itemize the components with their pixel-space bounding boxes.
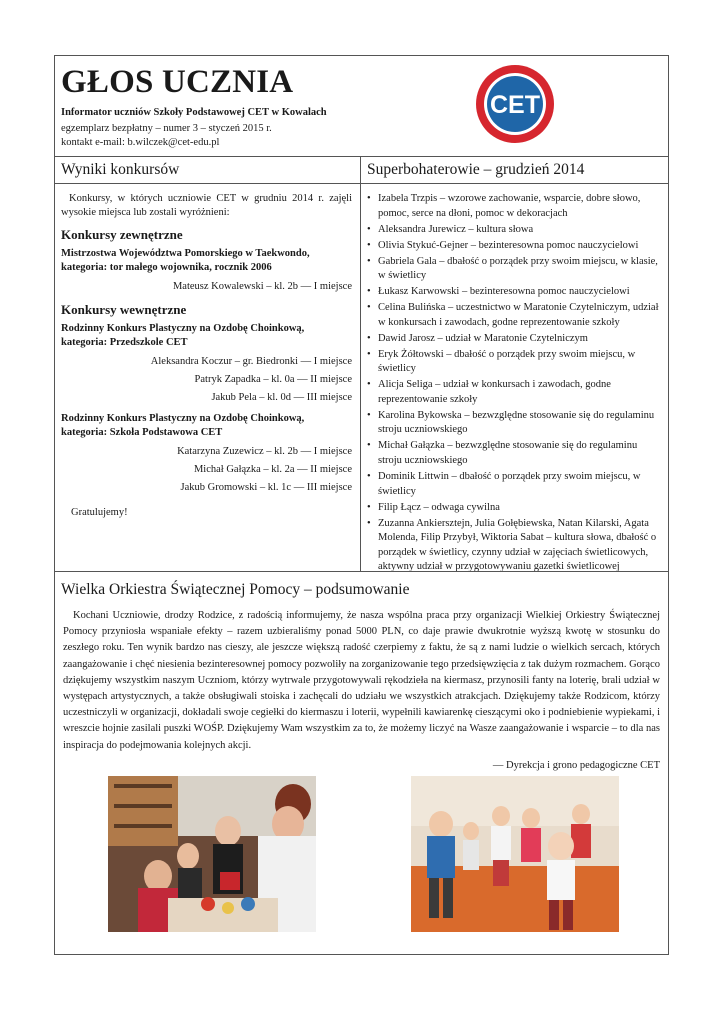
list-item-text: Eryk Żółtowski – dbałość o porządek przy swoim miejscu, w świetlicy	[378, 348, 636, 375]
bullet-icon: •	[367, 286, 371, 298]
contests-intro: Konkursy, w których uczniowie CET w grudniu 2014 r. zajęli wysokie miejsca lub zostali wyróżnieni:	[61, 193, 352, 218]
list-item	[361, 409, 660, 438]
bullet-icon: •	[367, 332, 371, 344]
result-row: Mateusz Kowalewski – kl. 2b — I miejsce	[172, 281, 352, 292]
result-row: Patryk Zapadka – kl. 0a — II miejsce	[194, 374, 352, 385]
wosp-signature: — Dyrekcja i grono pedagogiczne CET	[492, 759, 660, 771]
superheroes-heading: Superbohaterowie – grudzień 2014	[361, 156, 668, 184]
list-item-text: Dominik Littwin – dbałość o porządek przy swoim miejscu, w świetlicy	[378, 470, 641, 497]
bullet-icon: •	[367, 470, 371, 482]
list-item-text: Karolina Bykowska – bezwzględne stosowanie się do regulaminu stroju uczniowskiego	[378, 409, 655, 436]
masthead	[55, 56, 668, 157]
list-item-text: Filip Łącz – odwaga cywilna	[378, 501, 500, 513]
list-item-text: Alicja Seliga – udział w konkursach i zawodach, godne reprezentowanie szkoły	[378, 379, 611, 405]
result-row: Katarzyna Zuzewicz – kl. 2b — I miejsce	[177, 446, 352, 457]
wosp-body: Kochani Uczniowie, drodzy Rodzice, z radością informujemy, że nasza wspólna praca przy organizacji Wielkiej Orkiestry Świątecznej Pomocy przyniosła wspaniałe efekty – razem uzbieraliśmy ponad 5000 PLN, co daje prawie dwukrotnie wyższą kwotę w stosunku do zeszłego roku. Ten wynik bardzo nas cieszy, ale jeszcze większą radość czerpiemy z faktu, że są z nami ludzie o wielkich sercach, których zaangażowanie i chęć niesienia bezinteresownej pomocy pozwoliły na zorganizowanie tego przedsięwzięcia z tak dużym rozmachem. Gorąco dziękujemy wszystkim naszym Uczniom, którzy wytrwale przygotowywali rękodzieła na kiermasz, przynosili fanty na loterię, brali udział w występach artystycznych, a także obsługiwali stoiska i zachęcali do udziału we wszystkich atrakcjach. Dziękujemy także Rodzicom, którzy uczestniczyli w organizacji, dokładali swoje cegiełki do kiermaszu i loterii, wypełnili kawiarenkę cieszącymi oko i podniebienie wypiekami, i wreszcie hojnie zasilali puszki WOŚP. Dziękujemy Wam wszystkim za to, że możemy liczyć na Wasze zaangażowanie i wsparcie – to dla nas inspiracja do podejmowania kolejnych akcji.	[63, 610, 660, 751]
list-item-text: Gabriela Gala – dbałość o porządek przy swoim miejscu, w klasie, w świetlicy	[378, 255, 658, 282]
list-item	[361, 285, 660, 300]
bullet-icon: •	[367, 379, 371, 391]
bullet-icon: •	[367, 409, 371, 421]
list-item	[361, 255, 660, 284]
fair-photo	[108, 776, 316, 932]
list-item	[361, 348, 660, 377]
list-item-text: Michał Gałązka – bezwzględne stosowanie się do regulaminu stroju uczniowskiego	[378, 440, 638, 466]
bullet-icon: •	[367, 501, 371, 513]
superheroes-list	[361, 184, 668, 575]
list-item-text: Dawid Jarosz – udział w Maratonie Czytelniczym	[378, 332, 588, 344]
issue-info: egzemplarz bezpłatny – numer 3 – styczeń 2015 r.	[61, 123, 272, 134]
cet-logo-icon	[473, 62, 557, 146]
dance-photo	[411, 776, 619, 932]
list-item-text: Olivia Stykuć-Gejner – bezinteresowna pomoc nauczycielowi	[378, 239, 639, 251]
list-item	[361, 470, 660, 499]
congratulations-text: Gratulujemy!	[71, 507, 128, 518]
newsletter-title: GŁOS UCZNIA	[61, 64, 294, 100]
contact-info: kontakt e-mail: b.wilczek@cet-edu.pl	[61, 137, 220, 148]
bullet-icon: •	[367, 223, 371, 235]
list-item	[361, 239, 660, 254]
result-row: Aleksandra Koczur – gr. Biedronki — I miejsce	[150, 356, 352, 367]
list-item-text: Aleksandra Jurewicz – kultura słowa	[378, 223, 534, 235]
internal-contest-title: Rodzinny Konkurs Plastyczny na Ozdobę Choinkową, kategoria: Przedszkole CET	[61, 323, 305, 348]
list-item-text: Zuzanna Ankiersztejn, Julia Gołębiewska, Natan Kilarski, Agata Molenda, Filip Przybył, Wiktoria Sabat – kultura słowa, dbałość o porządek w świetlicy, czynny udział w zajęciach świetlicowych, aktywny udział w przygotowywaniu gazetki świetlicowej	[378, 517, 657, 573]
bullet-icon: •	[367, 348, 371, 360]
list-item	[361, 378, 660, 407]
bullet-icon: •	[367, 440, 371, 452]
result-row: Michał Gałązka – kl. 2a — II miejsce	[193, 464, 352, 475]
wosp-section	[55, 571, 668, 956]
logo-text: CET	[490, 91, 540, 119]
superheroes-section	[361, 156, 668, 571]
result-row: Jakub Pela – kl. 0d — III miejsce	[211, 392, 352, 403]
contests-heading: Wyniki konkursów	[55, 156, 360, 184]
list-item	[361, 501, 660, 516]
external-contest-title: Mistrzostwa Województwa Pomorskiego w Taekwondo, kategoria: tor małego wojownika, rocznik 2006	[61, 248, 310, 273]
bullet-icon: •	[367, 255, 371, 267]
list-item	[361, 223, 660, 238]
list-item	[361, 192, 660, 221]
list-item-text: Łukasz Karwowski – bezinteresowna pomoc nauczycielowi	[378, 286, 630, 298]
bullet-icon: •	[367, 193, 371, 204]
bullet-icon: •	[367, 517, 371, 529]
list-item	[361, 439, 660, 468]
list-item	[361, 517, 660, 575]
bullet-icon: •	[367, 239, 371, 251]
result-row: Jakub Gromowski – kl. 1c — III miejsce	[180, 482, 352, 493]
internal-contests-heading: Konkursy wewnętrzne	[61, 302, 187, 317]
newsletter-subtitle: Informator uczniów Szkoły Podstawowej CET w Kowalach	[61, 107, 327, 118]
list-item	[361, 301, 660, 330]
list-item-text: Izabela Trzpis – wzorowe zachowanie, wsparcie, dobre słowo, pomoc, serce na dłoni, pomoc w dekoracjach	[378, 193, 641, 219]
external-contests-heading: Konkursy zewnętrzne	[61, 227, 183, 242]
list-item-text: Celina Bulińska – uczestnictwo w Maratonie Czytelniczym, udział w konkursach i zawodach, godne reprezentowanie szkoły	[378, 302, 659, 328]
bullet-icon: •	[367, 302, 371, 314]
list-item	[361, 332, 660, 347]
internal-contest-title: Rodzinny Konkurs Plastyczny na Ozdobę Choinkową, kategoria: Szkoła Podstawowa CET	[61, 413, 305, 438]
wosp-heading: Wielka Orkiestra Świątecznej Pomocy – podsumowanie	[61, 581, 410, 598]
contests-section	[55, 156, 361, 571]
newsletter-page	[54, 55, 669, 955]
